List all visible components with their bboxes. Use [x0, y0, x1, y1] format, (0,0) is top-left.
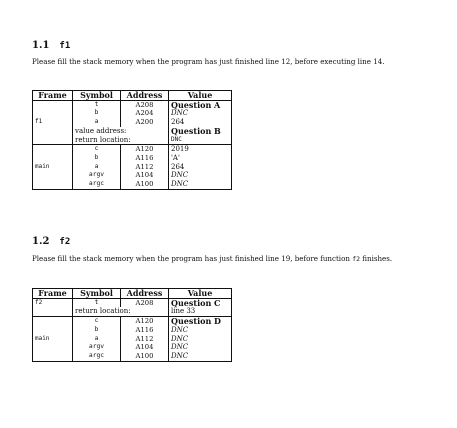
header-value: Value: [169, 91, 232, 101]
stack-table-f1: [32, 90, 232, 190]
table-header-row: [33, 289, 232, 299]
section-title: f2: [59, 237, 71, 247]
frame-cell: [33, 109, 73, 118]
address-cell: A204: [121, 109, 169, 118]
table-row: [33, 145, 232, 154]
value-cell: 264: [169, 163, 232, 172]
address-cell: A104: [121, 171, 169, 180]
value-cell: DNC: [169, 335, 232, 344]
table-row: [33, 154, 232, 163]
section-number: 1.2: [32, 236, 50, 247]
section-number: 1.1: [32, 40, 50, 51]
value-cell: DNC: [169, 171, 232, 180]
table-row: [33, 163, 232, 172]
frame-cell: [33, 136, 73, 145]
value-cell: Question D: [169, 317, 232, 326]
value-cell: 'A': [169, 154, 232, 163]
symbol-cell: argv: [73, 171, 121, 180]
span-cell: return location:: [73, 136, 169, 145]
instruction-code: f2: [352, 255, 361, 263]
value-cell: DNC: [169, 352, 232, 361]
table-row: [33, 100, 232, 109]
value-cell: Question B: [169, 127, 232, 136]
value-cell: DNC: [169, 109, 232, 118]
address-cell: A120: [121, 317, 169, 326]
address-cell: A116: [121, 326, 169, 335]
header-symbol: Symbol: [73, 91, 121, 101]
address-cell: A104: [121, 343, 169, 352]
table-row: [33, 127, 232, 136]
frame-cell: f1: [33, 118, 73, 127]
section-instruction-1-2: [32, 253, 437, 265]
symbol-cell: a: [73, 118, 121, 127]
frame-cell: [33, 100, 73, 109]
table-row: [33, 109, 232, 118]
symbol-cell: b: [73, 109, 121, 118]
address-cell: A208: [121, 100, 169, 109]
address-cell: A100: [121, 180, 169, 189]
frame-cell: [33, 307, 73, 316]
value-cell: 2019: [169, 145, 232, 154]
symbol-cell: t: [73, 100, 121, 109]
symbol-cell: argc: [73, 180, 121, 189]
value-cell: Question C: [169, 298, 232, 307]
frame-cell: [33, 145, 73, 154]
table-row: [33, 171, 232, 180]
frame-cell: [33, 154, 73, 163]
address-cell: A200: [121, 118, 169, 127]
frame-cell: f2: [33, 298, 73, 307]
frame-cell: [33, 127, 73, 136]
stack-table-f2: [32, 288, 232, 362]
symbol-cell: c: [73, 317, 121, 326]
section-title: f1: [59, 41, 71, 51]
value-cell: DNC: [169, 180, 232, 189]
frame-cell: [33, 326, 73, 335]
header-value: Value: [169, 289, 232, 299]
header-address: Address: [121, 289, 169, 299]
frame-cell: [33, 180, 73, 189]
header-symbol: Symbol: [73, 289, 121, 299]
symbol-cell: a: [73, 335, 121, 344]
address-cell: A112: [121, 335, 169, 344]
value-cell: line 33: [169, 307, 232, 316]
address-cell: A100: [121, 352, 169, 361]
section-heading-1-2: [32, 236, 70, 247]
header-frame: Frame: [33, 289, 73, 299]
instruction-text-end: finishes.: [362, 254, 393, 263]
table-header-row: [33, 91, 232, 101]
address-cell: A120: [121, 145, 169, 154]
symbol-cell: a: [73, 163, 121, 172]
table-row: [33, 335, 232, 344]
symbol-cell: argc: [73, 352, 121, 361]
instruction-text: Please fill the stack memory when the program has just finished line 19, before function: [32, 254, 350, 263]
symbol-cell: c: [73, 145, 121, 154]
section-instruction-1-1: Please fill the stack memory when the program has just finished line 12, before executing line 14.: [32, 57, 385, 66]
address-cell: A116: [121, 154, 169, 163]
value-cell: DNC: [169, 136, 232, 145]
frame-cell: [33, 317, 73, 326]
address-cell: A208: [121, 298, 169, 307]
value-cell: DNC: [169, 343, 232, 352]
header-address: Address: [121, 91, 169, 101]
symbol-cell: b: [73, 326, 121, 335]
table-row: [33, 343, 232, 352]
table-row: [33, 317, 232, 326]
address-cell: A112: [121, 163, 169, 172]
value-cell: DNC: [169, 326, 232, 335]
symbol-cell: argv: [73, 343, 121, 352]
header-frame: Frame: [33, 91, 73, 101]
symbol-cell: t: [73, 298, 121, 307]
frame-cell: [33, 171, 73, 180]
frame-cell: main: [33, 163, 73, 172]
table-row: [33, 180, 232, 189]
frame-cell: [33, 352, 73, 361]
table-row: [33, 298, 232, 307]
value-cell: Question A: [169, 100, 232, 109]
section-heading-1-1: [32, 40, 70, 51]
span-cell: value address:: [73, 127, 169, 136]
frame-cell: [33, 343, 73, 352]
symbol-cell: b: [73, 154, 121, 163]
frame-cell: main: [33, 335, 73, 344]
table-row: [33, 352, 232, 361]
value-cell: 264: [169, 118, 232, 127]
table-row: [33, 326, 232, 335]
span-cell: return location:: [73, 307, 169, 316]
table-row: [33, 136, 232, 145]
